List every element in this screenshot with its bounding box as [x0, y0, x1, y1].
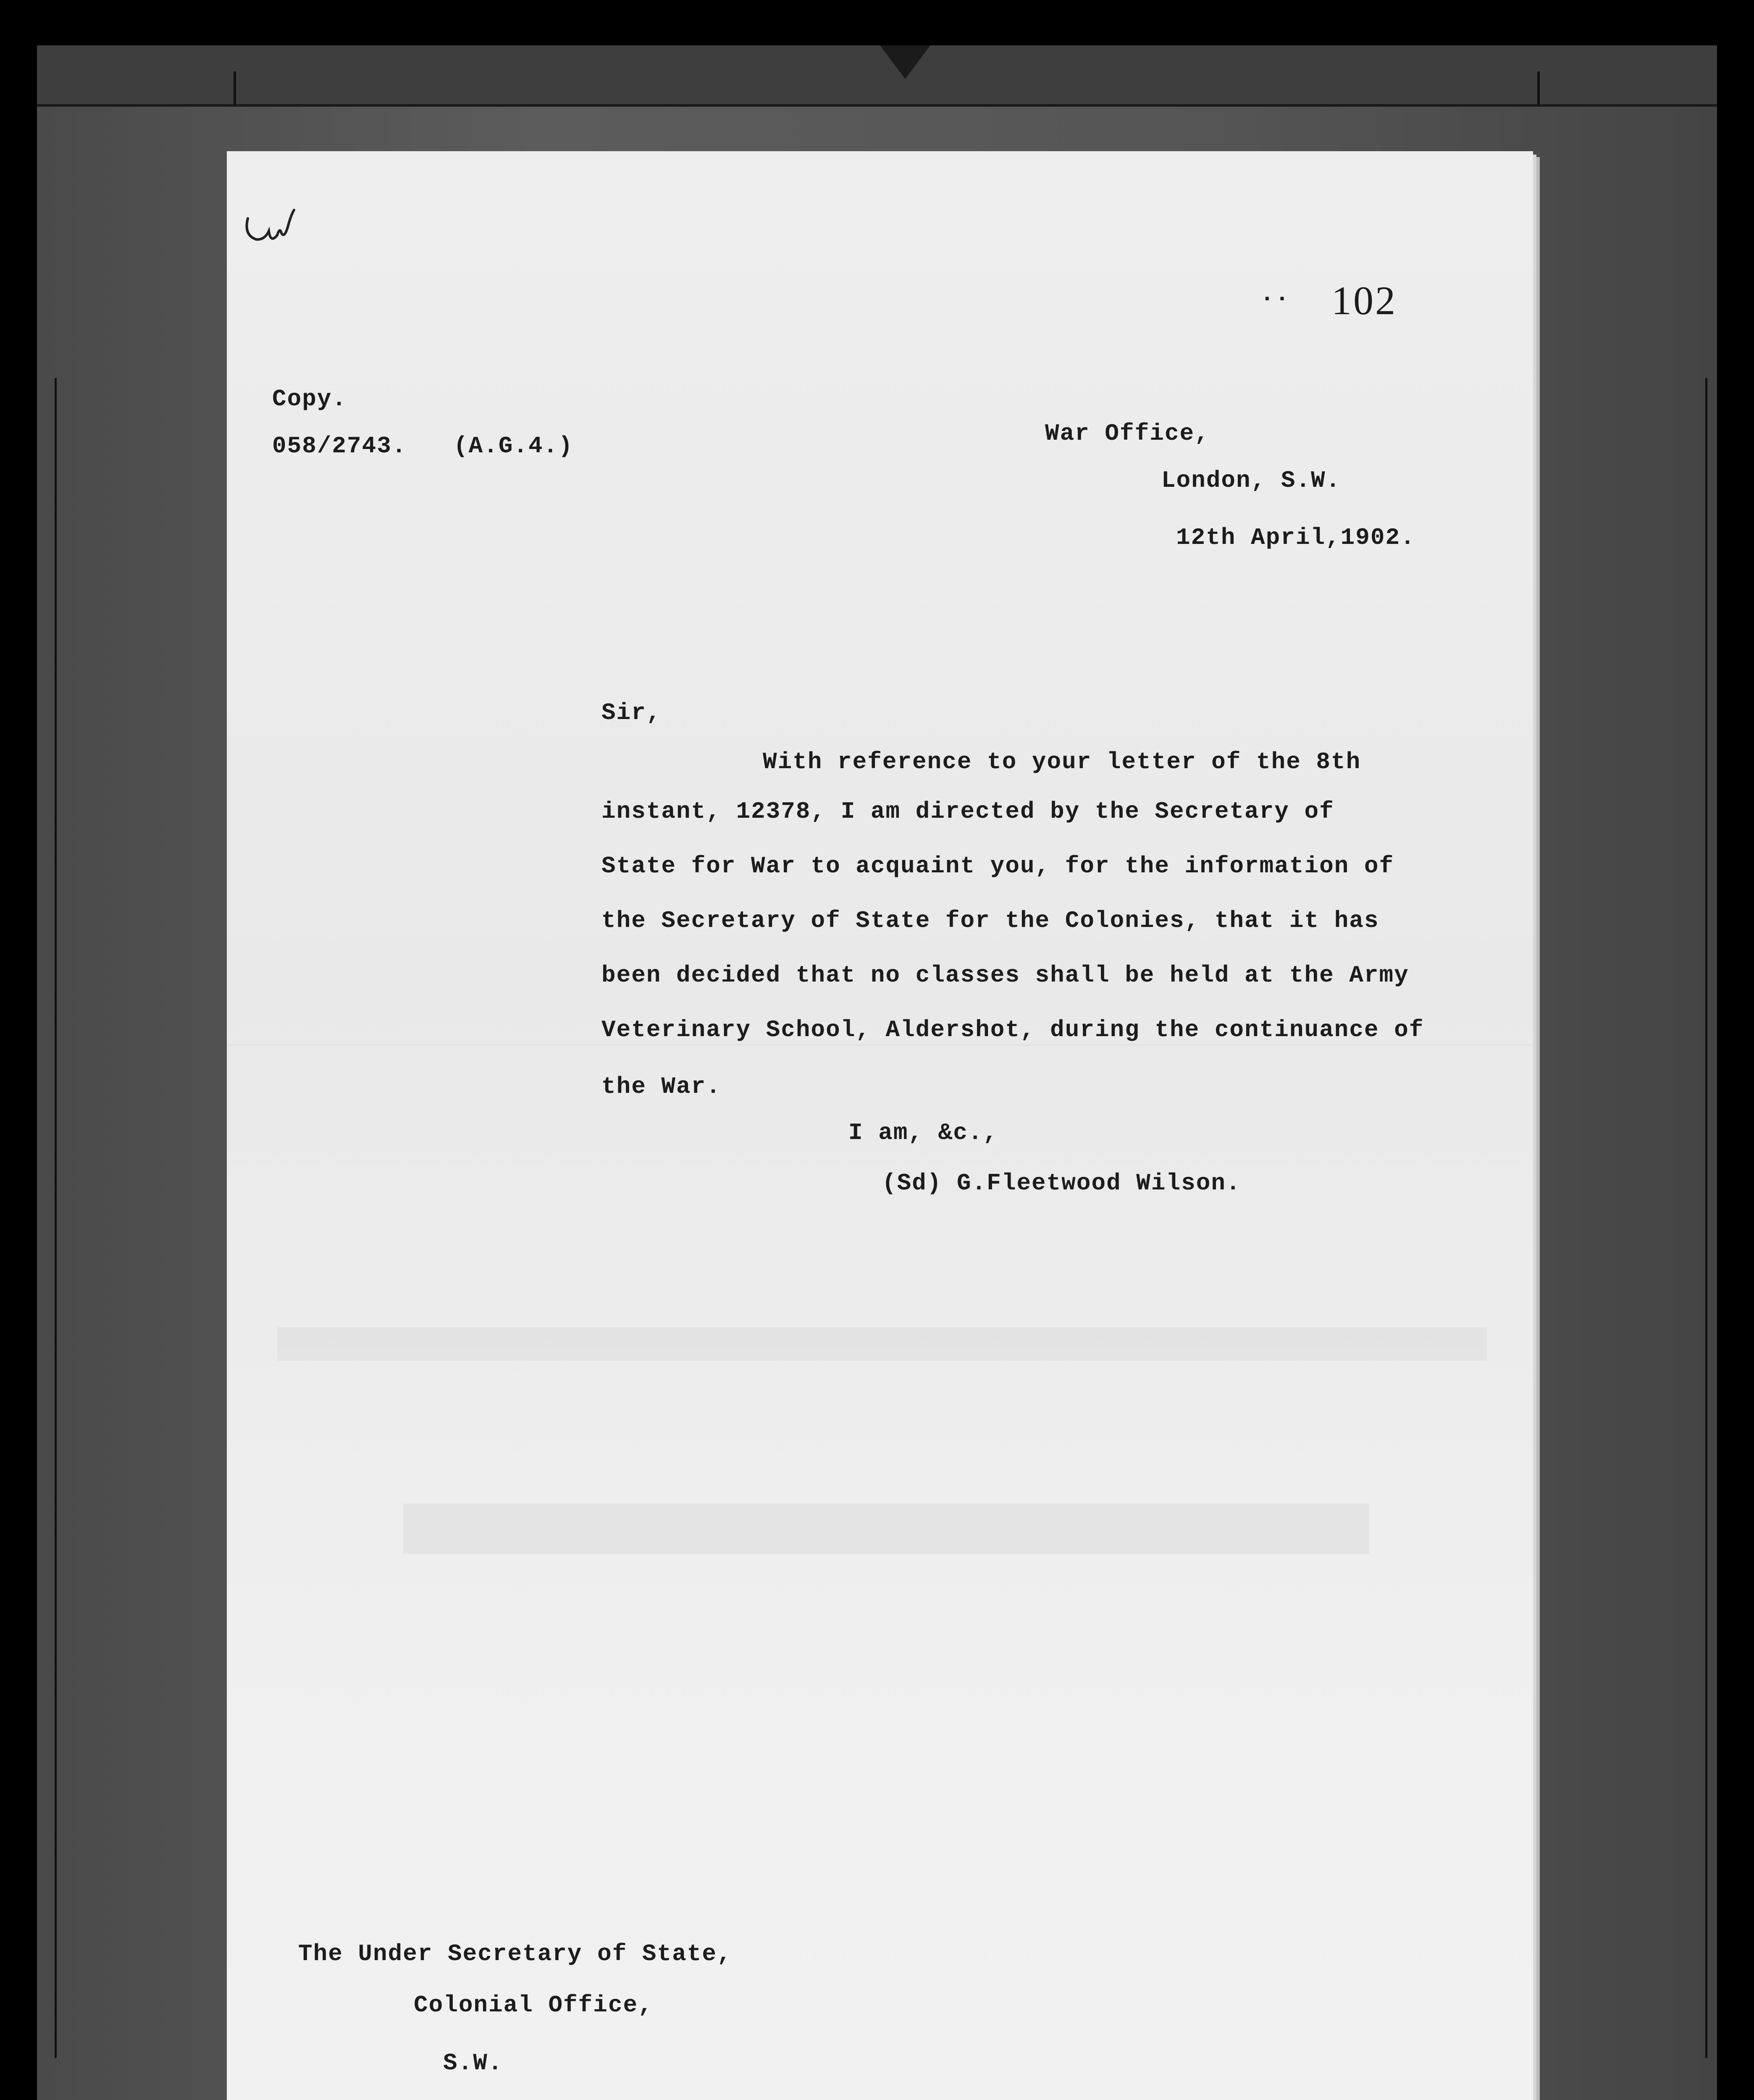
- bleed-through-band: [403, 1504, 1369, 1554]
- frame-tick-left: [234, 71, 236, 105]
- body-line-6: Veterinary School, Aldershot, during the continuance of: [601, 1016, 1424, 1043]
- frame-rule-left: [55, 378, 57, 2058]
- sender-address-line2: London, S.W.: [1161, 467, 1341, 494]
- reference-branch: (A.G.4.): [454, 433, 573, 459]
- body-line-2: instant, 12378, I am directed by the Secretary of: [601, 798, 1334, 825]
- file-reference: 058/2743.: [272, 433, 407, 459]
- handwritten-initials-mark: [239, 193, 302, 256]
- frame-tick-right: [1537, 71, 1540, 105]
- bleed-through-band: [277, 1327, 1487, 1361]
- copy-label: Copy.: [272, 386, 347, 412]
- body-line-5: been decided that no classes shall be held at the Army: [601, 962, 1409, 989]
- page-number: 102: [1331, 278, 1397, 323]
- body-line-1: With reference to your letter of the 8th: [763, 748, 1361, 775]
- frame-top-band: [37, 45, 1717, 107]
- body-line-7: the War.: [601, 1073, 721, 1100]
- fold-line: [227, 1044, 1533, 1046]
- frame-rule-right: [1705, 378, 1707, 2058]
- stray-marks: ..: [1260, 281, 1290, 307]
- signature: (Sd) G.Fleetwood Wilson.: [882, 1170, 1241, 1197]
- body-line-4: the Secretary of State for the Colonies, that it has: [601, 907, 1379, 934]
- frame-notch-mark: [880, 45, 930, 79]
- letter-date: 12th April,1902.: [1176, 524, 1415, 551]
- recipient-line2: Colonial Office,: [414, 1992, 653, 2019]
- closing: I am, &c.,: [848, 1119, 998, 1146]
- salutation: Sir,: [601, 699, 662, 726]
- sender-address-line1: War Office,: [1045, 420, 1210, 447]
- body-line-3: State for War to acquaint you, for the information of: [601, 853, 1394, 879]
- recipient-line1: The Under Secretary of State,: [298, 1940, 732, 1967]
- recipient-line3: S.W.: [443, 2050, 503, 2076]
